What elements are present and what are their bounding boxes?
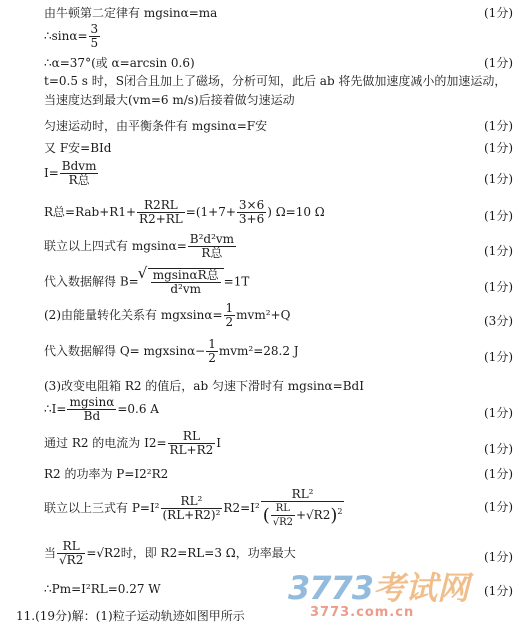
eq-suffix: I (216, 436, 222, 450)
numerator: 3 (90, 22, 99, 36)
denominator: R总 (68, 173, 90, 187)
eq-current-r2 (44, 430, 517, 457)
sqrt-term: +√R2 (295, 508, 331, 522)
eq-sin-alpha (44, 23, 517, 50)
score-mark: (1分) (484, 442, 513, 456)
fraction (151, 269, 221, 296)
score-mark: (1分) (484, 244, 513, 258)
eq-part3-intro: (3)改变电阻箱 R2 的值后，ab 匀速下滑时有 mgsinα=BdI (44, 379, 364, 393)
fraction (188, 233, 236, 260)
numerator: Bdvm (61, 159, 97, 173)
denominator: R2+RL (139, 212, 183, 226)
eq-current (44, 160, 517, 187)
watermark-logo (288, 563, 469, 620)
numerator: RL² (261, 488, 345, 502)
numerator: R2RL (137, 199, 185, 213)
inner-fraction (271, 502, 295, 529)
eq-prefix: (2)由能量转化关系有 mgxsinα= (44, 308, 223, 322)
fraction (57, 540, 85, 567)
score-mark: (1分) (484, 141, 513, 155)
eq-suffix: mvm²+Q (236, 308, 291, 322)
eq-prefix: 当 (44, 546, 57, 560)
denominator: 2 (225, 315, 234, 329)
numerator: 1 (208, 337, 216, 351)
eq-text: 匀速运动时，由平衡条件有 mgsinα=F安 (44, 119, 268, 133)
denominator: R总 (201, 246, 223, 260)
numerator: 3×6 (238, 198, 265, 212)
paren-close: ) (330, 505, 338, 526)
numerator: RL (271, 502, 295, 516)
numerator: RL (168, 430, 216, 444)
denominator: 3+6 (238, 212, 265, 226)
score-mark: (3分) (484, 314, 513, 328)
eq-energy-conservation (44, 302, 517, 329)
eq-prefix: ∴I= (44, 402, 67, 416)
numerator: √ mgsinαR总 (152, 268, 219, 282)
eq-middle: =(1+7+ (185, 205, 236, 219)
fraction (237, 199, 266, 226)
score-mark: (1分) (484, 56, 513, 70)
eq-combined-three (44, 488, 517, 529)
eq-text: 由牛顿第二定律有 mgsinα=ma (44, 6, 218, 20)
denominator: ( $\frac{RL}{√R2}$ +√R2)$^2$ (262, 503, 343, 528)
watermark-number: 3773 (288, 569, 374, 607)
denominator: √R2 (59, 553, 84, 567)
denominator: √R2 (272, 517, 293, 528)
score-mark: (1分) (484, 406, 513, 420)
eq-suffix: =1T (223, 274, 250, 289)
denominator: RL+R2 (169, 443, 214, 457)
fraction (161, 495, 223, 522)
eq-suffix: =0.6 A (117, 402, 159, 416)
fraction (206, 338, 218, 365)
numerator: mgsinα (69, 395, 115, 409)
numerator: 1 (225, 301, 234, 315)
eq-solve-b (44, 268, 517, 296)
eq-text: 又 F安=BId (44, 141, 112, 155)
denominator: Bd (83, 409, 101, 423)
square-root (148, 268, 224, 296)
score-mark: (1分) (484, 550, 513, 564)
eq-middle: R2=I² (223, 501, 260, 515)
eq-text: ∴α=37°(或 α=arcsin 0.6) (44, 56, 195, 70)
eq-prefix: 联立以上三式有 P=I² (44, 501, 160, 515)
eq-solve-q (44, 338, 517, 365)
score-mark: (1分) (484, 209, 513, 223)
numerator: RL² (161, 495, 223, 509)
eq-prefix: 代入数据解得 Q= mgxsinα− (44, 344, 206, 358)
score-mark: (1分) (484, 467, 513, 481)
eq-total-resistance (44, 199, 517, 226)
paren-open: ( (262, 505, 270, 526)
fraction (137, 199, 185, 226)
eq-max-power: ∴Pm=I²RL=0.27 W (44, 582, 161, 596)
eq-alpha (44, 54, 517, 71)
eq-prefix: I= (44, 166, 59, 180)
score-mark: (1分) (484, 280, 513, 294)
watermark-url: 3773.com.cn (310, 605, 415, 620)
eq-prefix: 通过 R2 的电流为 I2= (44, 436, 167, 450)
question-11-heading: 11.(19分)解：(1)粒子运动轨迹如图甲所示 (16, 609, 245, 623)
analysis-paragraph: t=0.5 s 时，S闭合且加上了磁场，分析可知，此后 ab 将先做加速度减小的加速运动，当速度达到最大(vm=6 m/s)后接着做匀速运动 (44, 74, 507, 107)
watermark-text: 考试网 (373, 569, 470, 607)
eq-suffix: ) Ω=10 Ω (267, 205, 325, 219)
numerator: RL (57, 540, 85, 554)
score-mark: (1分) (484, 172, 513, 186)
eq-suffix: =√R2时，即 R2=RL=3 Ω，功率最大 (86, 546, 296, 560)
score-mark: (1分) (484, 119, 513, 133)
fraction (89, 23, 101, 50)
fraction (60, 160, 99, 187)
fraction (261, 488, 345, 529)
eq-equilibrium (44, 117, 517, 134)
eq-ampere-force (44, 139, 517, 156)
denominator: 5 (90, 36, 99, 50)
eq-suffix: mvm²=28.2 J (218, 344, 299, 358)
fraction (224, 302, 236, 329)
eq-newton-second-law (44, 4, 517, 21)
score-mark: (1分) (484, 350, 513, 364)
eq-prefix: 代入数据解得 B= (44, 274, 139, 289)
eq-combined-four (44, 233, 517, 260)
denominator: d²vm (170, 282, 201, 296)
eq-prefix: 联立以上四式有 mgsinα= (44, 239, 187, 253)
numerator: B²d²vm (189, 232, 235, 246)
score-mark: (1分) (484, 500, 513, 514)
fraction (168, 430, 216, 457)
eq-prefix: ∴sinα= (44, 29, 88, 43)
fraction (67, 396, 116, 423)
score-mark: (1分) (484, 6, 513, 20)
denominator: (RL+R2)² (162, 508, 221, 522)
eq-prefix: R总=Rab+R1+ (44, 205, 137, 219)
denominator: 2 (208, 351, 216, 365)
eq-power-r2: R2 的功率为 P=I2²R2 (44, 467, 169, 481)
eq-current-i (44, 396, 517, 423)
score-mark: (1分) (484, 584, 513, 598)
